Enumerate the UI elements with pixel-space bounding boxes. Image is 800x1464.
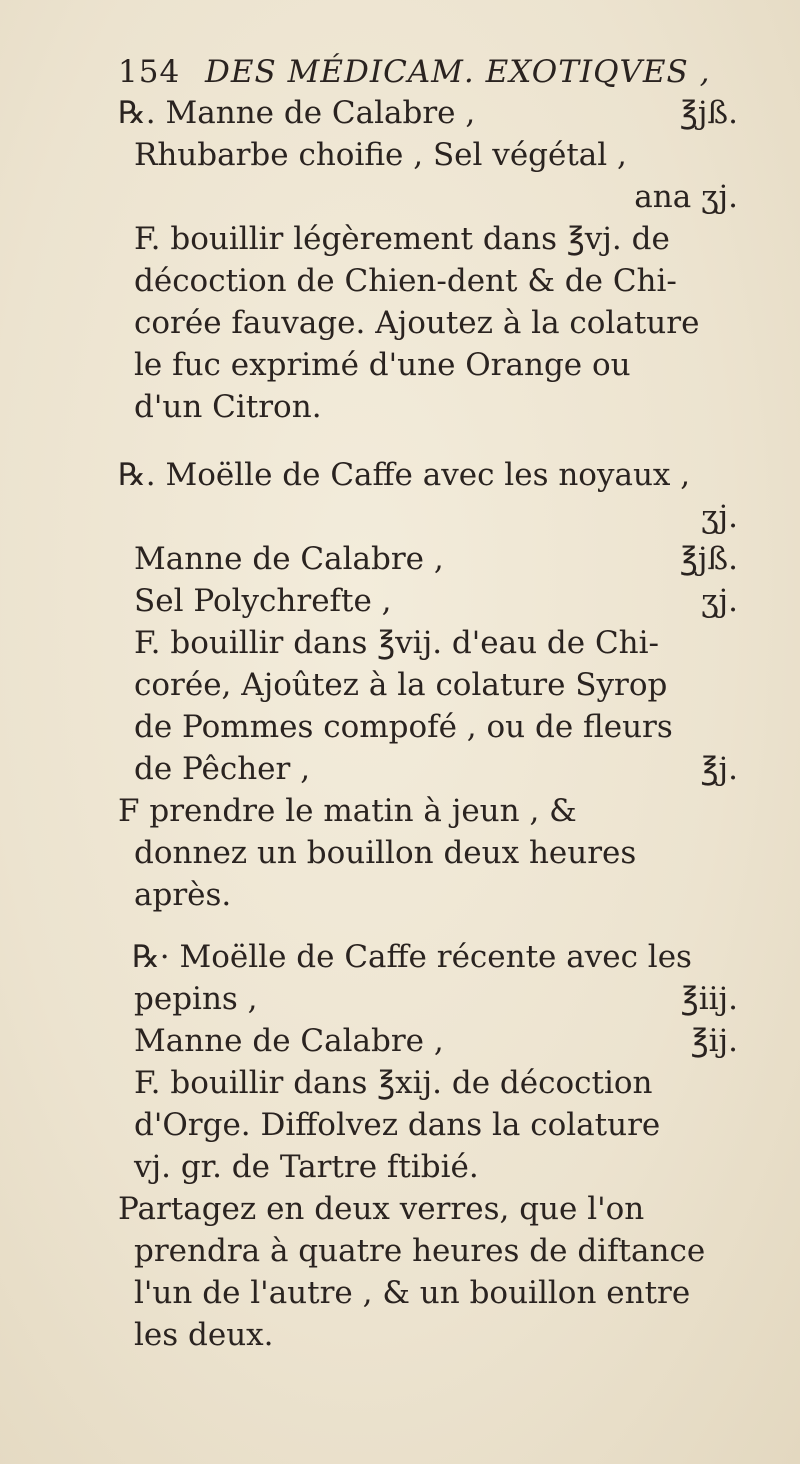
text-line: corée fauvage. Ajoutez à la colature: [134, 305, 700, 341]
page-header: [118, 52, 758, 92]
text-line: décoction de Chien-dent & de Chi-: [134, 263, 677, 299]
text-line: d'un Citron.: [134, 389, 322, 425]
text-line: de Pommes compofé , ou de fleurs: [134, 709, 673, 745]
text-line: vj. gr. de Tartre ftibié.: [134, 1149, 479, 1185]
text-line: pepins , ℥iij.: [134, 981, 738, 1017]
text-line: F. bouillir légèrement dans ℥vj. de: [134, 221, 670, 257]
text-line: ℞. Manne de Calabre , ℥jß.: [118, 95, 738, 131]
text-line: Manne de Calabre , ℥ij.: [134, 1023, 738, 1059]
text-line: ana ʒj.: [634, 179, 738, 215]
text-line: après.: [134, 877, 232, 913]
text-line: le fuc exprimé d'une Orange ou: [134, 347, 631, 383]
text-line: Partagez en deux verres, que l'on: [118, 1191, 645, 1227]
text-line: ℞· Moëlle de Caffe récente avec les: [132, 939, 692, 975]
text-line: ʒj.: [701, 499, 738, 535]
text-line: F. bouillir dans ℥xij. de décoction: [134, 1065, 653, 1101]
text-line: l'un de l'autre , & un bouillon entre: [134, 1275, 691, 1311]
text-line: prendra à quatre heures de diftance: [134, 1233, 706, 1269]
running-title: DES MÉDICAM. EXOTIQVES ,: [205, 54, 711, 90]
text-line: les deux.: [134, 1317, 274, 1353]
text-line: ℞. Moëlle de Caffe avec les noyaux ,: [118, 457, 691, 493]
text-line: Rhubarbe choifie , Sel végétal ,: [134, 137, 627, 173]
recipe-3: [118, 936, 758, 1356]
text-line: de Pêcher , ℥j.: [134, 751, 738, 787]
text-line: Manne de Calabre , ℥jß.: [134, 541, 738, 577]
page-number: 154: [118, 54, 181, 90]
text-line: corée, Ajoûtez à la colature Syrop: [134, 667, 668, 703]
text-line: donnez un bouillon deux heures: [134, 835, 637, 871]
text-line: F prendre le matin à jeun , &: [118, 793, 577, 829]
text-line: F. bouillir dans ℥vij. d'eau de Chi-: [134, 625, 660, 661]
recipe-2: [118, 454, 758, 916]
text-line: d'Orge. Diffolvez dans la colature: [134, 1107, 661, 1143]
recipe-1: [118, 92, 758, 428]
text-line: Sel Polychrefte , ʒj.: [134, 583, 738, 619]
